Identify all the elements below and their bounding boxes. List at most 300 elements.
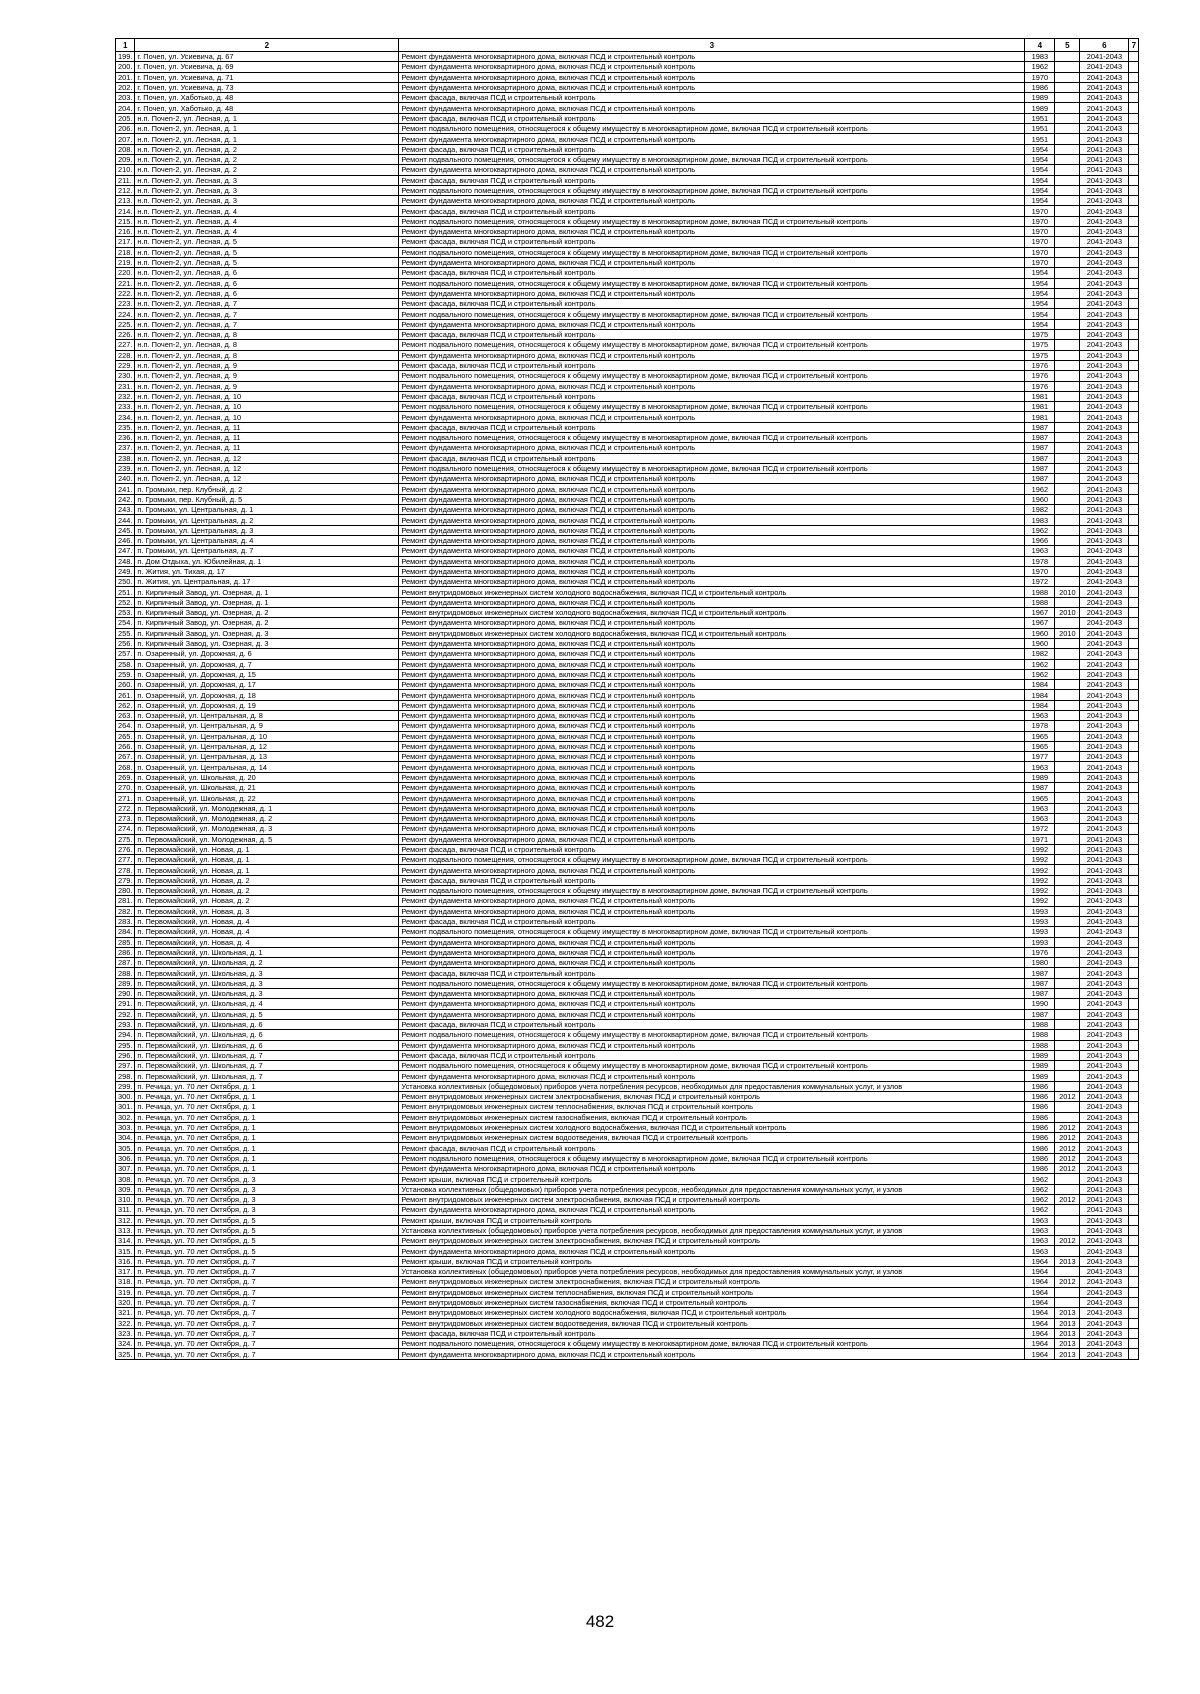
table-row: [116, 1267, 1139, 1277]
row-last-repair-year: [1055, 947, 1080, 957]
table-row: [116, 1112, 1139, 1122]
table-row: [116, 587, 1139, 597]
row-number: 296.: [116, 1050, 135, 1060]
row-number: 228.: [116, 350, 135, 360]
row-last-repair-year: [1055, 453, 1080, 463]
row-work-type: Ремонт фундамента многоквартирного дома, включая ПСД и строительный контроль: [399, 381, 1025, 391]
row-last-repair-year: [1055, 371, 1080, 381]
row-address: н.п. Почеп-2, ул. Лесная, д. 11: [135, 443, 399, 453]
row-number: 207.: [116, 134, 135, 144]
row-work-type: Ремонт фасада, включая ПСД и строительный контроль: [399, 1050, 1025, 1060]
row-planned-period: 2041-2043: [1080, 556, 1129, 566]
row-build-year: 1970: [1025, 247, 1055, 257]
row-number: 222.: [116, 288, 135, 298]
row-last-repair-year: [1055, 896, 1080, 906]
row-work-type: Ремонт фундамента многоквартирного дома, включая ПСД и строительный контроль: [399, 556, 1025, 566]
row-planned-period: 2041-2043: [1080, 443, 1129, 453]
row-planned-period: 2041-2043: [1080, 1318, 1129, 1328]
row-planned-period: 2041-2043: [1080, 906, 1129, 916]
row-address: п. Первомайский, ул. Школьная, д. 7: [135, 1061, 399, 1071]
row-address: п. Кирпичный Завод, ул. Озерная, д. 1: [135, 587, 399, 597]
row-work-type: Ремонт фасада, включая ПСД и строительный контроль: [399, 360, 1025, 370]
row-planned-period: 2041-2043: [1080, 1071, 1129, 1081]
row-number: 297.: [116, 1061, 135, 1071]
row-build-year: 1964: [1025, 1267, 1055, 1277]
row-col-7: [1129, 515, 1139, 525]
row-address: п. Озаренный, ул. Школьная, д. 21: [135, 783, 399, 793]
row-col-7: [1129, 247, 1139, 257]
table-row: [116, 1040, 1139, 1050]
row-planned-period: 2041-2043: [1080, 402, 1129, 412]
row-build-year: 1960: [1025, 628, 1055, 638]
row-build-year: 1987: [1025, 989, 1055, 999]
row-last-repair-year: 2012: [1055, 1133, 1080, 1143]
row-build-year: 1963: [1025, 1225, 1055, 1235]
row-number: 271.: [116, 793, 135, 803]
row-col-7: [1129, 1339, 1139, 1349]
row-address: н.п. Почеп-2, ул. Лесная, д. 4: [135, 216, 399, 226]
table-row: [116, 1246, 1139, 1256]
row-last-repair-year: [1055, 1061, 1080, 1071]
row-planned-period: 2041-2043: [1080, 247, 1129, 257]
row-planned-period: 2041-2043: [1080, 916, 1129, 926]
row-last-repair-year: [1055, 1225, 1080, 1235]
row-last-repair-year: [1055, 257, 1080, 267]
row-last-repair-year: [1055, 772, 1080, 782]
row-col-7: [1129, 618, 1139, 628]
table-row: [116, 608, 1139, 618]
row-build-year: 1964: [1025, 1256, 1055, 1266]
row-build-year: 1975: [1025, 340, 1055, 350]
table-row: [116, 1091, 1139, 1101]
row-planned-period: 2041-2043: [1080, 350, 1129, 360]
repair-schedule-table: [115, 38, 1139, 1360]
row-build-year: 1963: [1025, 813, 1055, 823]
row-last-repair-year: [1055, 762, 1080, 772]
row-number: 276.: [116, 844, 135, 854]
row-work-type: Ремонт подвального помещения, относящегося к общему имуществу в многоквартирном доме, включая ПСД и строительный контроль: [399, 185, 1025, 195]
header-col-2: 2: [135, 39, 399, 52]
row-number: 203.: [116, 93, 135, 103]
row-number: 248.: [116, 556, 135, 566]
row-number: 292.: [116, 1009, 135, 1019]
row-number: 325.: [116, 1349, 135, 1359]
row-col-7: [1129, 999, 1139, 1009]
row-build-year: 1962: [1025, 484, 1055, 494]
row-work-type: Установка коллективных (общедомовых) приборов учета потребления ресурсов, необходимых для предоставления коммунальных услуг, и узлов: [399, 1267, 1025, 1277]
header-col-4: 4: [1025, 39, 1055, 52]
row-last-repair-year: [1055, 844, 1080, 854]
table-row: [116, 72, 1139, 82]
row-planned-period: 2041-2043: [1080, 237, 1129, 247]
row-work-type: Ремонт фасада, включая ПСД и строительный контроль: [399, 453, 1025, 463]
row-number: 293.: [116, 1019, 135, 1029]
row-address: п. Речица, ул. 70 лет Октября, д. 7: [135, 1318, 399, 1328]
row-planned-period: 2041-2043: [1080, 1153, 1129, 1163]
row-address: н.п. Почеп-2, ул. Лесная, д. 6: [135, 278, 399, 288]
row-number: 237.: [116, 443, 135, 453]
row-planned-period: 2041-2043: [1080, 1308, 1129, 1318]
table-row: [116, 865, 1139, 875]
row-work-type: Ремонт внутридомовых инженерных систем электроснабжения, включая ПСД и строительный контроль: [399, 1091, 1025, 1101]
row-build-year: 1962: [1025, 1184, 1055, 1194]
row-address: п. Первомайский, ул. Школьная, д. 6: [135, 1030, 399, 1040]
row-address: п. Речица, ул. 70 лет Октября, д. 1: [135, 1153, 399, 1163]
row-planned-period: 2041-2043: [1080, 134, 1129, 144]
row-number: 324.: [116, 1339, 135, 1349]
row-planned-period: 2041-2043: [1080, 1297, 1129, 1307]
row-number: 227.: [116, 340, 135, 350]
row-number: 322.: [116, 1318, 135, 1328]
row-build-year: 1970: [1025, 216, 1055, 226]
table-row: [116, 824, 1139, 834]
row-last-repair-year: [1055, 916, 1080, 926]
row-planned-period: 2041-2043: [1080, 968, 1129, 978]
row-number: 212.: [116, 185, 135, 195]
row-build-year: 1986: [1025, 82, 1055, 92]
row-col-7: [1129, 989, 1139, 999]
row-address: г. Почеп, ул. Усиевича, д. 69: [135, 62, 399, 72]
row-number: 246.: [116, 535, 135, 545]
row-number: 208.: [116, 144, 135, 154]
row-work-type: Ремонт внутридомовых инженерных систем электроснабжения, включая ПСД и строительный контроль: [399, 1194, 1025, 1204]
table-row: [116, 937, 1139, 947]
row-build-year: 1964: [1025, 1328, 1055, 1338]
row-number: 265.: [116, 731, 135, 741]
table-row: [116, 762, 1139, 772]
table-row: [116, 288, 1139, 298]
row-work-type: Ремонт фасада, включая ПСД и строительный контроль: [399, 844, 1025, 854]
row-last-repair-year: [1055, 237, 1080, 247]
row-build-year: 1989: [1025, 772, 1055, 782]
row-address: п. Озаренный, ул. Дорожная, д. 18: [135, 690, 399, 700]
row-number: 275.: [116, 834, 135, 844]
table-row: [116, 1164, 1139, 1174]
row-col-7: [1129, 144, 1139, 154]
row-address: н.п. Почеп-2, ул. Лесная, д. 12: [135, 463, 399, 473]
row-planned-period: 2041-2043: [1080, 989, 1129, 999]
row-build-year: 1983: [1025, 515, 1055, 525]
row-address: н.п. Почеп-2, ул. Лесная, д. 7: [135, 299, 399, 309]
row-build-year: 1964: [1025, 1339, 1055, 1349]
row-number: 252.: [116, 597, 135, 607]
table-row: [116, 175, 1139, 185]
table-row: [116, 1318, 1139, 1328]
row-col-7: [1129, 463, 1139, 473]
row-work-type: Ремонт фундамента многоквартирного дома, включая ПСД и строительный контроль: [399, 1349, 1025, 1359]
row-number: 231.: [116, 381, 135, 391]
row-planned-period: 2041-2043: [1080, 721, 1129, 731]
row-col-7: [1129, 1040, 1139, 1050]
row-last-repair-year: [1055, 319, 1080, 329]
table-row: [116, 659, 1139, 669]
row-last-repair-year: 2012: [1055, 1277, 1080, 1287]
table-row: [116, 381, 1139, 391]
row-work-type: Ремонт фундамента многоквартирного дома, включая ПСД и строительный контроль: [399, 597, 1025, 607]
table-row: [116, 196, 1139, 206]
row-planned-period: 2041-2043: [1080, 886, 1129, 896]
row-number: 224.: [116, 309, 135, 319]
row-last-repair-year: [1055, 834, 1080, 844]
row-number: 225.: [116, 319, 135, 329]
row-number: 309.: [116, 1184, 135, 1194]
row-build-year: 1993: [1025, 937, 1055, 947]
row-col-7: [1129, 1205, 1139, 1215]
row-number: 289.: [116, 978, 135, 988]
table-row: [116, 958, 1139, 968]
row-col-7: [1129, 360, 1139, 370]
row-work-type: Ремонт подвального помещения, относящегося к общему имуществу в многоквартирном доме, включая ПСД и строительный контроль: [399, 886, 1025, 896]
row-col-7: [1129, 937, 1139, 947]
row-planned-period: 2041-2043: [1080, 484, 1129, 494]
row-build-year: 1987: [1025, 463, 1055, 473]
row-build-year: 1986: [1025, 1091, 1055, 1101]
table-row: [116, 535, 1139, 545]
row-last-repair-year: 2013: [1055, 1318, 1080, 1328]
table-header-row: [116, 39, 1139, 52]
row-address: п. Первомайский, ул. Новая, д. 2: [135, 896, 399, 906]
row-planned-period: 2041-2043: [1080, 412, 1129, 422]
table-row: [116, 206, 1139, 216]
row-number: 272.: [116, 803, 135, 813]
table-row: [116, 577, 1139, 587]
table-row: [116, 1339, 1139, 1349]
row-number: 284.: [116, 927, 135, 937]
row-work-type: Ремонт фундамента многоквартирного дома, включая ПСД и строительный контроль: [399, 1071, 1025, 1081]
row-build-year: 1984: [1025, 700, 1055, 710]
table-row: [116, 968, 1139, 978]
row-work-type: Ремонт внутридомовых инженерных систем холодного водоснабжения, включая ПСД и строительный контроль: [399, 1122, 1025, 1132]
table-row: [116, 463, 1139, 473]
row-address: п. Речица, ул. 70 лет Октября, д. 1: [135, 1122, 399, 1132]
row-address: н.п. Почеп-2, ул. Лесная, д. 3: [135, 175, 399, 185]
row-number: 262.: [116, 700, 135, 710]
row-col-7: [1129, 494, 1139, 504]
row-planned-period: 2041-2043: [1080, 618, 1129, 628]
row-planned-period: 2041-2043: [1080, 1246, 1129, 1256]
row-planned-period: 2041-2043: [1080, 1236, 1129, 1246]
table-row: [116, 690, 1139, 700]
row-planned-period: 2041-2043: [1080, 947, 1129, 957]
row-address: п. Громыки, пер. Клубный, д. 2: [135, 484, 399, 494]
row-col-7: [1129, 484, 1139, 494]
row-build-year: 1964: [1025, 1297, 1055, 1307]
row-work-type: Ремонт фундамента многоквартирного дома, включая ПСД и строительный контроль: [399, 803, 1025, 813]
row-address: п. Озаренный, ул. Дорожная, д. 7: [135, 659, 399, 669]
row-col-7: [1129, 1225, 1139, 1235]
row-col-7: [1129, 649, 1139, 659]
table-row: [116, 566, 1139, 576]
row-last-repair-year: [1055, 638, 1080, 648]
row-work-type: Установка коллективных (общедомовых) приборов учета потребления ресурсов, необходимых для предоставления коммунальных услуг, и узлов: [399, 1081, 1025, 1091]
row-number: 294.: [116, 1030, 135, 1040]
row-work-type: Ремонт фундамента многоквартирного дома, включая ПСД и строительный контроль: [399, 659, 1025, 669]
row-work-type: Ремонт фундамента многоквартирного дома, включая ПСД и строительный контроль: [399, 618, 1025, 628]
row-build-year: 1987: [1025, 422, 1055, 432]
row-col-7: [1129, 175, 1139, 185]
row-planned-period: 2041-2043: [1080, 1019, 1129, 1029]
row-last-repair-year: [1055, 978, 1080, 988]
row-work-type: Ремонт фасада, включая ПСД и строительный контроль: [399, 391, 1025, 401]
row-address: п. Озаренный, ул. Дорожная, д. 6: [135, 649, 399, 659]
row-last-repair-year: [1055, 690, 1080, 700]
row-work-type: Ремонт фасада, включая ПСД и строительный контроль: [399, 93, 1025, 103]
row-col-7: [1129, 1236, 1139, 1246]
row-number: 220.: [116, 268, 135, 278]
row-work-type: Ремонт фундамента многоквартирного дома, включая ПСД и строительный контроль: [399, 196, 1025, 206]
row-address: п. Речица, ул. 70 лет Октября, д. 1: [135, 1133, 399, 1143]
row-build-year: 1992: [1025, 844, 1055, 854]
row-planned-period: 2041-2043: [1080, 1205, 1129, 1215]
table-row: [116, 515, 1139, 525]
row-work-type: Ремонт фундамента многоквартирного дома, включая ПСД и строительный контроль: [399, 134, 1025, 144]
row-build-year: 1978: [1025, 721, 1055, 731]
row-address: п. Речица, ул. 70 лет Октября, д. 7: [135, 1308, 399, 1318]
row-last-repair-year: [1055, 113, 1080, 123]
row-build-year: 1967: [1025, 618, 1055, 628]
row-col-7: [1129, 268, 1139, 278]
row-number: 258.: [116, 659, 135, 669]
header-col-3: 3: [399, 39, 1025, 52]
row-address: н.п. Почеп-2, ул. Лесная, д. 5: [135, 257, 399, 267]
table-row: [116, 1287, 1139, 1297]
row-last-repair-year: [1055, 391, 1080, 401]
row-number: 287.: [116, 958, 135, 968]
row-number: 303.: [116, 1122, 135, 1132]
row-col-7: [1129, 886, 1139, 896]
row-last-repair-year: [1055, 185, 1080, 195]
row-address: п. Кирпичный Завод, ул. Озерная, д. 2: [135, 608, 399, 618]
row-planned-period: 2041-2043: [1080, 700, 1129, 710]
row-number: 244.: [116, 515, 135, 525]
table-row: [116, 237, 1139, 247]
table-row: [116, 525, 1139, 535]
row-address: н.п. Почеп-2, ул. Лесная, д. 3: [135, 185, 399, 195]
row-address: п. Первомайский, ул. Школьная, д. 4: [135, 999, 399, 1009]
row-last-repair-year: [1055, 412, 1080, 422]
row-last-repair-year: [1055, 1112, 1080, 1122]
table-row: [116, 412, 1139, 422]
row-number: 255.: [116, 628, 135, 638]
row-col-7: [1129, 947, 1139, 957]
row-work-type: Ремонт фундамента многоквартирного дома, включая ПСД и строительный контроль: [399, 412, 1025, 422]
row-planned-period: 2041-2043: [1080, 978, 1129, 988]
row-last-repair-year: [1055, 463, 1080, 473]
row-planned-period: 2041-2043: [1080, 474, 1129, 484]
row-build-year: 1954: [1025, 278, 1055, 288]
table-row: [116, 783, 1139, 793]
row-build-year: 1964: [1025, 1287, 1055, 1297]
row-address: н.п. Почеп-2, ул. Лесная, д. 2: [135, 144, 399, 154]
row-build-year: 1984: [1025, 680, 1055, 690]
row-work-type: Ремонт подвального помещения, относящегося к общему имуществу в многоквартирном доме, включая ПСД и строительный контроль: [399, 1061, 1025, 1071]
row-work-type: Ремонт фасада, включая ПСД и строительный контроль: [399, 330, 1025, 340]
table-body: [116, 52, 1139, 1360]
row-planned-period: 2041-2043: [1080, 680, 1129, 690]
row-work-type: Ремонт фасада, включая ПСД и строительный контроль: [399, 1328, 1025, 1338]
row-last-repair-year: [1055, 1267, 1080, 1277]
row-build-year: 1988: [1025, 1019, 1055, 1029]
row-last-repair-year: [1055, 196, 1080, 206]
row-last-repair-year: [1055, 1009, 1080, 1019]
row-number: 264.: [116, 721, 135, 731]
row-col-7: [1129, 752, 1139, 762]
row-planned-period: 2041-2043: [1080, 1143, 1129, 1153]
row-last-repair-year: [1055, 1019, 1080, 1029]
row-last-repair-year: [1055, 618, 1080, 628]
row-planned-period: 2041-2043: [1080, 227, 1129, 237]
row-build-year: 1963: [1025, 711, 1055, 721]
row-address: п. Речица, ул. 70 лет Октября, д. 7: [135, 1267, 399, 1277]
row-number: 250.: [116, 577, 135, 587]
row-build-year: 1986: [1025, 1122, 1055, 1132]
row-work-type: Ремонт фундамента многоквартирного дома, включая ПСД и строительный контроль: [399, 711, 1025, 721]
row-work-type: Ремонт внутридомовых инженерных систем теплоснабжения, включая ПСД и строительный контроль: [399, 1102, 1025, 1112]
row-work-type: Ремонт фундамента многоквартирного дома, включая ПСД и строительный контроль: [399, 896, 1025, 906]
row-col-7: [1129, 381, 1139, 391]
row-address: п. Речица, ул. 70 лет Октября, д. 1: [135, 1143, 399, 1153]
row-planned-period: 2041-2043: [1080, 330, 1129, 340]
row-col-7: [1129, 1030, 1139, 1040]
row-last-repair-year: [1055, 783, 1080, 793]
row-build-year: 1986: [1025, 1102, 1055, 1112]
row-last-repair-year: [1055, 206, 1080, 216]
row-build-year: 1982: [1025, 505, 1055, 515]
row-planned-period: 2041-2043: [1080, 762, 1129, 772]
row-col-7: [1129, 855, 1139, 865]
row-work-type: Ремонт внутридомовых инженерных систем газоснабжения, включая ПСД и строительный контроль: [399, 1297, 1025, 1307]
row-address: н.п. Почеп-2, ул. Лесная, д. 3: [135, 196, 399, 206]
row-work-type: Ремонт внутридомовых инженерных систем холодного водоснабжения, включая ПСД и строительный контроль: [399, 608, 1025, 618]
row-work-type: Ремонт подвального помещения, относящегося к общему имуществу в многоквартирном доме, включая ПСД и строительный контроль: [399, 402, 1025, 412]
row-number: 315.: [116, 1246, 135, 1256]
table-row: [116, 556, 1139, 566]
row-work-type: Ремонт фундамента многоквартирного дома, включая ПСД и строительный контроль: [399, 741, 1025, 751]
row-planned-period: 2041-2043: [1080, 1081, 1129, 1091]
row-col-7: [1129, 659, 1139, 669]
row-col-7: [1129, 62, 1139, 72]
row-planned-period: 2041-2043: [1080, 494, 1129, 504]
table-row: [116, 1143, 1139, 1153]
row-last-repair-year: [1055, 175, 1080, 185]
row-col-7: [1129, 958, 1139, 968]
row-number: 229.: [116, 360, 135, 370]
row-number: 217.: [116, 237, 135, 247]
row-number: 302.: [116, 1112, 135, 1122]
table-row: [116, 711, 1139, 721]
row-build-year: 1975: [1025, 350, 1055, 360]
row-work-type: Ремонт крыши, включая ПСД и строительный контроль: [399, 1215, 1025, 1225]
row-build-year: 1951: [1025, 134, 1055, 144]
row-number: 286.: [116, 947, 135, 957]
row-address: н.п. Почеп-2, ул. Лесная, д. 2: [135, 154, 399, 164]
row-col-7: [1129, 371, 1139, 381]
row-address: п. Первомайский, ул. Новая, д. 4: [135, 916, 399, 926]
row-build-year: 1970: [1025, 566, 1055, 576]
row-last-repair-year: 2010: [1055, 587, 1080, 597]
row-last-repair-year: [1055, 927, 1080, 937]
row-address: п. Озаренный, ул. Центральная, д. 13: [135, 752, 399, 762]
table-row: [116, 875, 1139, 885]
table-row: [116, 154, 1139, 164]
row-col-7: [1129, 1102, 1139, 1112]
row-address: н.п. Почеп-2, ул. Лесная, д. 11: [135, 422, 399, 432]
row-number: 323.: [116, 1328, 135, 1338]
row-address: п. Озаренный, ул. Школьная, д. 22: [135, 793, 399, 803]
row-col-7: [1129, 628, 1139, 638]
row-number: 317.: [116, 1267, 135, 1277]
row-col-7: [1129, 453, 1139, 463]
